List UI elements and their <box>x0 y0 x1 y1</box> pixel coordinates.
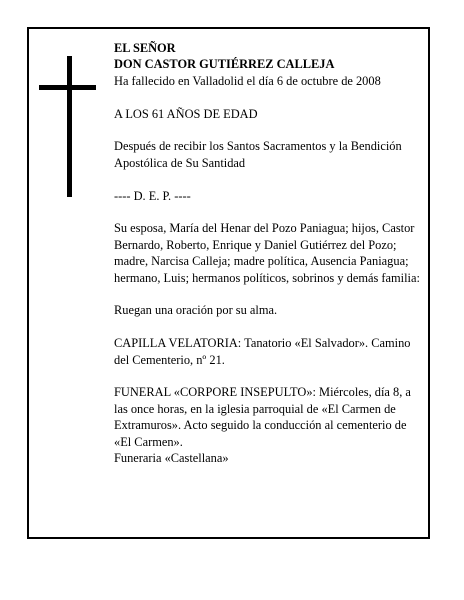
heading-block <box>114 40 426 89</box>
obituary-text <box>114 40 426 466</box>
cross-horizontal-bar <box>39 85 96 90</box>
rip-line: ---- D. E. P. ---- <box>114 188 191 203</box>
family-paragraph: Su esposa, María del Henar del Pozo Paniagua; hijos, Castor Bernardo, Roberto, Enrique y Daniel Gutiérrez del Pozo; madre, Narcisa Calleja; madre política, Ausencia Paniagua; hermano, Luis; hermanos políticos, sobrinos y demás familia: <box>114 221 420 285</box>
deceased-name: DON CASTOR GUTIÉRREZ CALLEJA <box>114 57 335 72</box>
cross-vertical-bar <box>67 56 72 197</box>
sacraments-paragraph: Después de recibir los Santos Sacramentos y la Bendición Apostólica de Su Santidad <box>114 139 402 170</box>
funeral-home: Funeraria «Castellana» <box>114 451 229 466</box>
title-line: EL SEÑOR <box>114 41 176 55</box>
funeral-paragraph: FUNERAL «CORPORE INSEPULTO»: Miércoles, día 8, a las once horas, en la iglesia parroquial de «El Carmen de Extramuros». Acto seguido la conducción al cementerio de «El Carmen». <box>114 385 411 449</box>
prayer-line: Ruegan una oración por su alma. <box>114 303 278 318</box>
death-line: Ha fallecido en Valladolid el día 6 de octubre de 2008 <box>114 73 381 88</box>
age-line: A LOS 61 AÑOS DE EDAD <box>114 106 258 121</box>
chapel-paragraph: CAPILLA VELATORIA: Tanatorio «El Salvador». Camino del Cementerio, nº 21. <box>114 336 411 367</box>
